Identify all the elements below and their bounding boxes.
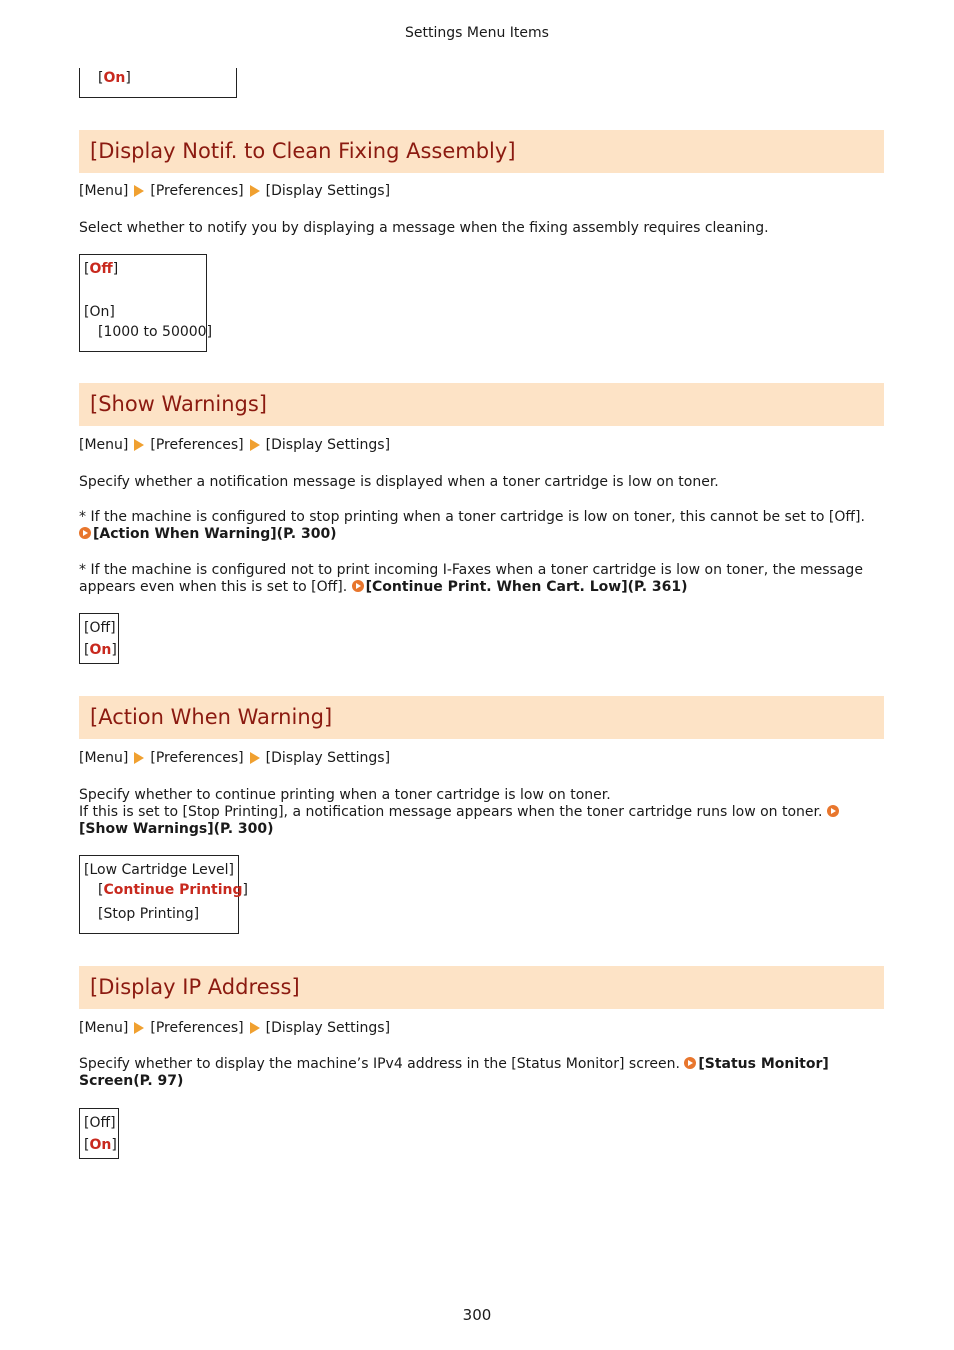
option-on-default: [On] [84, 1137, 117, 1153]
breadcrumb-arrow-icon [250, 752, 260, 764]
breadcrumb: [Menu] [Preferences] [Display Settings] [79, 437, 391, 453]
option-on-default: [On] [84, 642, 117, 658]
note: * If the machine is configured not to print incoming I-Faxes when a toner cartridge is low on toner, the message appears even when this is set to [Off]. [Continue Print. When Cart. Low](P. 361) [79, 562, 863, 595]
option-group-label: [Low Cartridge Level] [84, 862, 234, 878]
option-on: [On] [84, 304, 115, 320]
option-off: [Off] [84, 620, 116, 636]
breadcrumb-arrow-icon [134, 752, 144, 764]
section-description: Select whether to notify you by displaying a message when the fixing assembly requires cleaning. [79, 220, 769, 236]
breadcrumb: [Menu] [Preferences] [Display Settings] [79, 183, 391, 199]
link-action-when-warning[interactable]: [Action When Warning](P. 300) [93, 526, 337, 542]
section-title-action-when-warning: [Action When Warning] [79, 696, 884, 739]
option-off: [Off] [84, 1115, 116, 1131]
breadcrumb-arrow-icon [134, 1022, 144, 1034]
breadcrumb-arrow-icon [250, 1022, 260, 1034]
options-box [79, 855, 249, 934]
section-title-display-ip-address: [Display IP Address] [79, 966, 884, 1009]
note: * If the machine is configured to stop printing when a toner cartridge is low on toner, this cannot be set to [Off]. [Action When Warning](P. 300) [79, 509, 865, 542]
breadcrumb: [Menu] [Preferences] [Display Settings] [79, 1020, 391, 1036]
section-title-display-notif-clean: [Display Notif. to Clean Fixing Assembly] [79, 130, 884, 173]
breadcrumb-arrow-icon [250, 185, 260, 197]
option-stop-printing: [Stop Printing] [98, 906, 200, 922]
page-number: 300 [462, 1306, 492, 1324]
breadcrumb-arrow-icon [134, 185, 144, 197]
section-description: Specify whether to continue printing when a toner cartridge is low on toner. If this is set to [Stop Printing], a notification message appears when the toner cartridge runs low on toner. [Show Warnings](P. 300) [79, 787, 879, 838]
option-on-default: [On] [98, 70, 131, 86]
option-range: [1000 to 50000] [98, 324, 213, 340]
breadcrumb: [Menu] [Preferences] [Display Settings] [79, 750, 391, 766]
link-arrow-icon [827, 805, 839, 817]
options-box-top-fragment [79, 68, 237, 98]
link-show-warnings[interactable]: [Show Warnings](P. 300) [79, 821, 274, 837]
section-description: Specify whether to display the machine’s IPv4 address in the [Status Monitor] screen. [Status Monitor] Screen(P. 97) [79, 1056, 829, 1089]
breadcrumb-arrow-icon [250, 439, 260, 451]
section-title-show-warnings: [Show Warnings] [79, 383, 884, 426]
link-continue-print[interactable]: [Continue Print. When Cart. Low](P. 361) [365, 579, 688, 595]
options-box [79, 613, 119, 664]
section-description: Specify whether a notification message is displayed when a toner cartridge is low on toner. [79, 474, 719, 490]
link-arrow-icon [352, 580, 364, 592]
link-arrow-icon [79, 527, 91, 539]
breadcrumb-arrow-icon [134, 439, 144, 451]
options-box [79, 1108, 119, 1159]
link-arrow-icon [684, 1057, 696, 1069]
link-status-monitor[interactable]: [Status Monitor] Screen(P. 97) [79, 1056, 829, 1089]
option-off-default: [Off] [84, 261, 119, 277]
page-header: Settings Menu Items [405, 25, 549, 41]
options-box [79, 254, 213, 352]
option-continue-printing-default: [Continue Printing] [98, 882, 249, 898]
